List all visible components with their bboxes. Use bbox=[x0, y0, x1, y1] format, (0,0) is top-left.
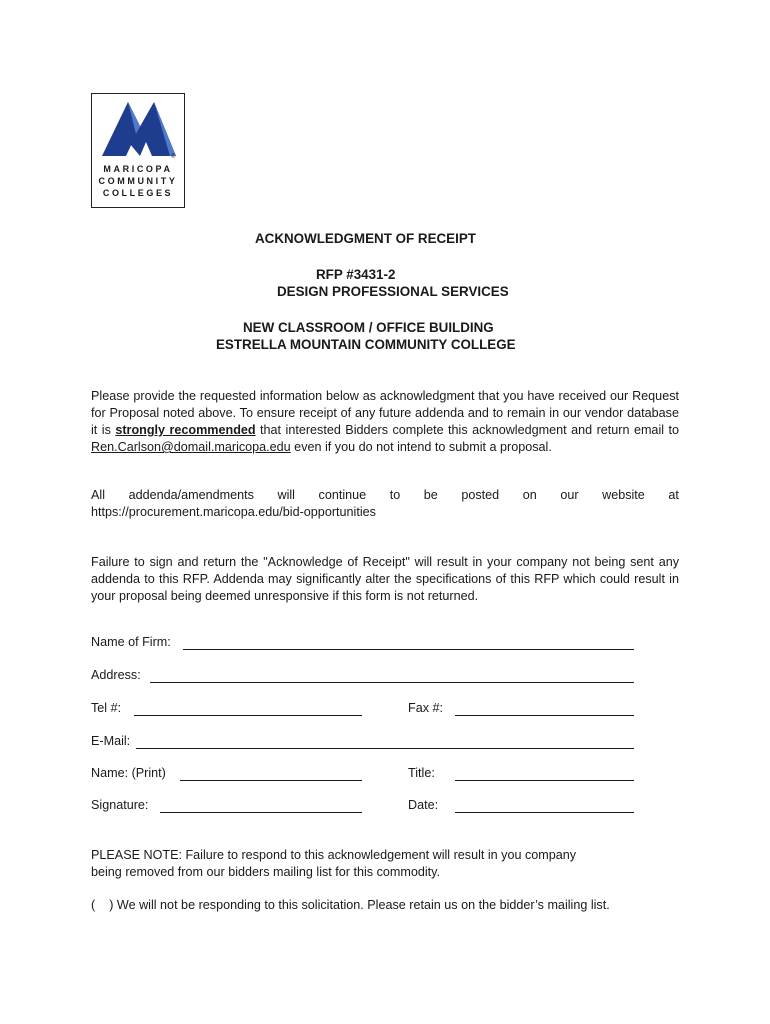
signature-field[interactable] bbox=[160, 812, 362, 813]
opt-out-checkbox[interactable] bbox=[91, 898, 113, 912]
checkbox-close-paren: ) bbox=[109, 898, 114, 912]
email-label: E-Mail: bbox=[91, 734, 131, 748]
project-title-line2: ESTRELLA MOUNTAIN COMMUNITY COLLEGE bbox=[216, 337, 516, 352]
addenda-word: will bbox=[277, 488, 295, 502]
print-name-label: Name: (Print) bbox=[91, 766, 166, 780]
instructions-paragraph bbox=[91, 388, 679, 456]
firm-name-field[interactable] bbox=[183, 649, 634, 650]
registered-mark: ® bbox=[171, 154, 176, 160]
please-note-line1: PLEASE NOTE: Failure to respond to this acknowledgement will result in you company bbox=[91, 848, 577, 862]
addenda-word: website bbox=[602, 488, 645, 502]
firm-name-label: Name of Firm: bbox=[91, 635, 171, 649]
contact-email-link[interactable]: Ren.Carlson@domail.maricopa.edu bbox=[91, 440, 291, 454]
address-field[interactable] bbox=[150, 682, 634, 683]
email-field[interactable] bbox=[136, 748, 634, 749]
addenda-word: continue bbox=[318, 488, 367, 502]
instructions-text-2: that interested Bidders complete this acknowledgment and return email to bbox=[255, 423, 680, 437]
address-label: Address: bbox=[91, 668, 141, 682]
date-label: Date: bbox=[408, 798, 439, 812]
failure-warning-paragraph: Failure to sign and return the "Acknowledge of Receipt" will result in your company not being sent any addenda to this RFP. Addenda may significantly alter the specifications of this RFP which could result in your proposal being deemed unresponsive if this form is not returned. bbox=[91, 555, 679, 603]
fax-field[interactable] bbox=[455, 715, 634, 716]
fax-label: Fax #: bbox=[408, 701, 443, 715]
title-label: Title: bbox=[408, 766, 435, 780]
checkbox-open-paren: ( bbox=[91, 898, 96, 912]
logo-line-2: COMMUNITY bbox=[98, 176, 178, 186]
addenda-word: All bbox=[91, 488, 105, 502]
maricopa-logo bbox=[91, 93, 185, 208]
date-field[interactable] bbox=[455, 812, 634, 813]
document-title: ACKNOWLEDGMENT OF RECEIPT bbox=[255, 231, 476, 246]
instructions-text-3: even if you do not intend to submit a proposal. bbox=[290, 440, 552, 454]
rfp-name: DESIGN PROFESSIONAL SERVICES bbox=[277, 284, 509, 299]
tel-label: Tel #: bbox=[91, 701, 122, 715]
bid-opportunities-url[interactable]: https://procurement.maricopa.edu/bid-opportunities bbox=[91, 505, 376, 519]
rfp-number: RFP #3431-2 bbox=[316, 267, 396, 282]
project-title-line1: NEW CLASSROOM / OFFICE BUILDING bbox=[243, 320, 494, 335]
addenda-word: posted bbox=[461, 488, 500, 502]
opt-out-text: We will not be responding to this solicitation. Please retain us on the bidder’s mailing list. bbox=[116, 898, 610, 912]
maricopa-mountains-icon bbox=[100, 100, 178, 156]
addenda-word: to bbox=[389, 488, 401, 502]
tel-field[interactable] bbox=[134, 715, 362, 716]
addenda-word: on bbox=[522, 488, 537, 502]
opt-out-option bbox=[91, 897, 610, 914]
addenda-word: addenda/amendments bbox=[128, 488, 254, 502]
addenda-word: be bbox=[423, 488, 438, 502]
signature-label: Signature: bbox=[91, 798, 149, 812]
strongly-recommended-emphasis: strongly recommended bbox=[115, 423, 256, 437]
addenda-word: our bbox=[560, 488, 579, 502]
addenda-word: at bbox=[668, 488, 679, 502]
title-field[interactable] bbox=[455, 780, 634, 781]
logo-line-3: COLLEGES bbox=[102, 188, 174, 198]
addenda-notice-line bbox=[91, 488, 679, 502]
please-note-line2: being removed from our bidders mailing list for this commodity. bbox=[91, 865, 441, 879]
logo-line-1: MARICOPA bbox=[103, 164, 173, 174]
instructions-text-1: Please provide the requested information below as acknowledgment that you have received our Request for Proposal noted above. To ensure receipt of any future addenda and to remain in our vendor database it is bbox=[91, 389, 679, 437]
print-name-field[interactable] bbox=[180, 780, 362, 781]
